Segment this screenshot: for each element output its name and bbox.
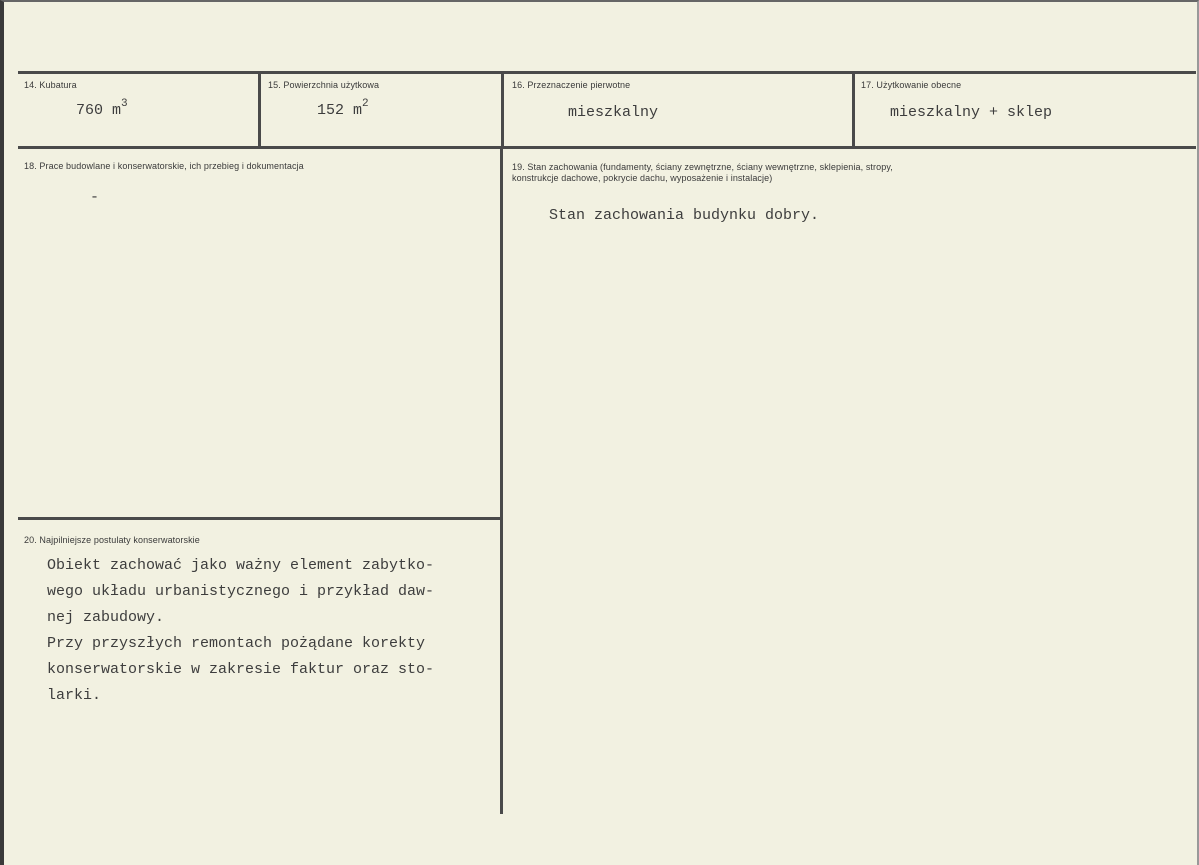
main-vertical-divider: [500, 147, 503, 814]
field-19-label-line-2: konstrukcje dachowe, pokrycie dachu, wyposażenie i instalacje): [512, 173, 773, 183]
field-19-value: Stan zachowania budynku dobry.: [549, 207, 820, 224]
field-15-number: 152 m: [317, 102, 363, 119]
field-14-value: [76, 98, 128, 119]
field-19-label-line-1: 19. Stan zachowania (fundamenty, ściany zewnętrzne, ściany wewnętrzne, sklepienia, stropy,: [512, 162, 893, 172]
field-15-exponent: 2: [362, 98, 369, 110]
field-20-line-5: konserwatorskie w zakresie faktur oraz sto-: [47, 661, 435, 678]
field-20-line-4: Przy przyszłych remontach pożądane korekty: [47, 635, 426, 652]
field-19-label: [512, 162, 893, 184]
top-row-bottom-border: [18, 146, 1196, 149]
divider-15-16: [501, 72, 504, 147]
field-17-value: mieszkalny + sklep: [890, 104, 1053, 121]
field-15-label: 15. Powierzchnia użytkowa: [268, 80, 380, 90]
field-14-label: 14. Kubatura: [24, 80, 77, 90]
field-18-label: 18. Prace budowlane i konserwatorskie, ich przebieg i dokumentacja: [24, 161, 304, 171]
section-18-20-divider: [18, 517, 502, 520]
field-20-text: [47, 553, 434, 709]
field-20-line-6: larki.: [47, 687, 102, 704]
divider-14-15: [258, 72, 261, 147]
field-16-label: 16. Przeznaczenie pierwotne: [512, 80, 631, 90]
divider-16-17: [852, 72, 855, 147]
field-20-line-3: nej zabudowy.: [47, 609, 165, 626]
field-17-label: 17. Użytkowanie obecne: [861, 80, 962, 90]
field-16-value: mieszkalny: [568, 104, 659, 121]
field-20-label: 20. Najpilniejsze postulaty konserwatorskie: [24, 535, 200, 545]
field-20-line-2: wego układu urbanistycznego i przykład daw-: [47, 583, 435, 600]
field-15-value: [317, 98, 369, 119]
top-row-top-border: [18, 71, 1196, 74]
field-18-value: -: [90, 189, 100, 206]
field-14-number: 760 m: [76, 102, 122, 119]
field-20-line-1: Obiekt zachować jako ważny element zabytko-: [47, 557, 435, 574]
field-14-exponent: 3: [121, 98, 128, 110]
